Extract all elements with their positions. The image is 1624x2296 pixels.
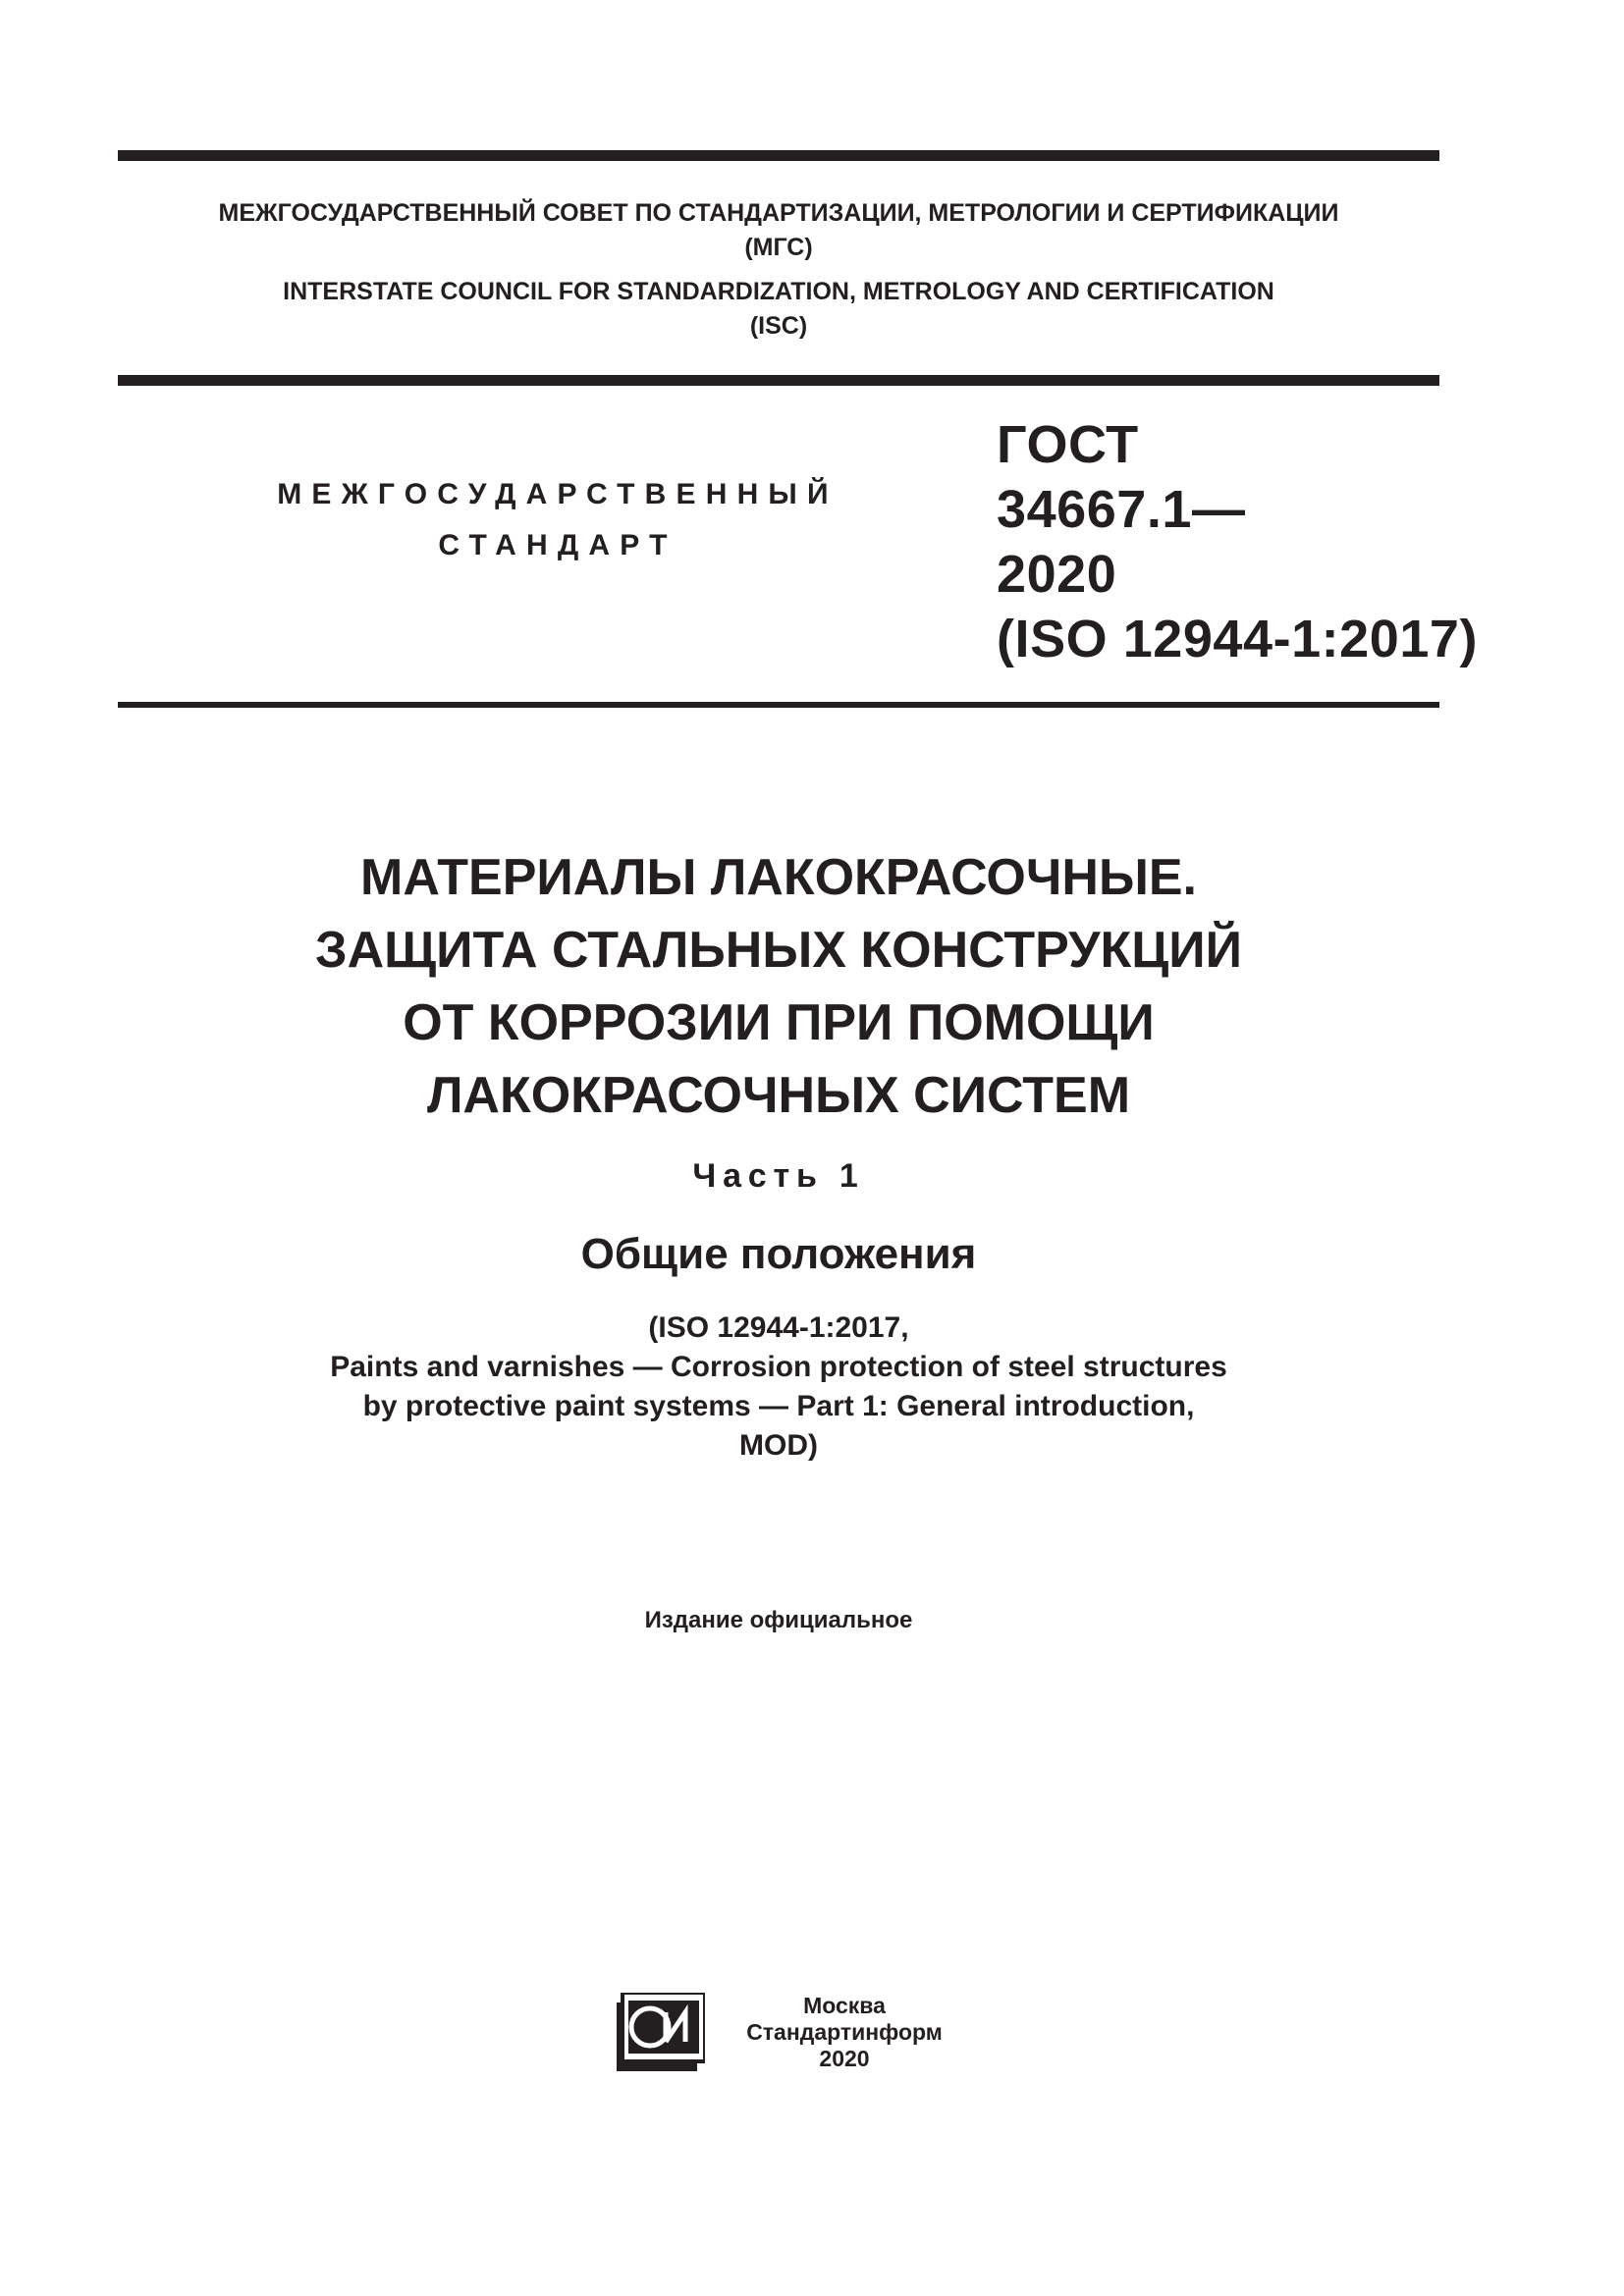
top-rule — [118, 150, 1439, 161]
iso-reference-line4: MOD) — [739, 1429, 818, 1462]
council-abbrev-en: (ISC) — [749, 312, 808, 340]
publisher-block — [727, 1993, 962, 2072]
designation-line2: 34667.1— — [997, 480, 1246, 539]
bottom-rule — [118, 702, 1439, 708]
document-title — [118, 841, 1439, 1132]
title-line4: ЛАКОКРАСОЧНЫХ СИСТЕМ — [426, 1067, 1131, 1124]
standard-type-line1: МЕЖГОСУДАРСТВЕННЫЙ — [277, 478, 839, 510]
edition-note: Издание официальное — [644, 1607, 913, 1633]
iso-reference — [118, 1308, 1439, 1466]
publisher-city: Москва — [803, 1993, 886, 2018]
designation-line3: 2020 — [997, 545, 1117, 604]
council-name-en — [118, 275, 1439, 344]
council-name-en-line: INTERSTATE COUNCIL FOR STANDARDIZATION, METROLOGY AND CERTIFICATION — [283, 278, 1274, 305]
standard-type-line2: СТАНДАРТ — [438, 529, 677, 561]
title-line1: МАТЕРИАЛЫ ЛАКОКРАСОЧНЫЕ. — [360, 849, 1197, 906]
title-line3: ОТ КОРРОЗИИ ПРИ ПОМОЩИ — [403, 994, 1155, 1051]
standard-type-label — [257, 469, 858, 571]
council-abbrev-ru: (МГС) — [744, 234, 813, 261]
iso-reference-line2: Paints and varnishes — Corrosion protection of steel structures — [330, 1351, 1227, 1383]
standartinform-logo-icon — [617, 1993, 705, 2071]
council-name-ru — [118, 196, 1439, 265]
designation-line1: ГОСТ — [997, 415, 1139, 474]
publisher-year: 2020 — [819, 2046, 870, 2071]
title-line2: ЗАЩИТА СТАЛЬНЫХ КОНСТРУКЦИЙ — [315, 922, 1242, 979]
iso-reference-line3: by protective paint systems — Part 1: General introduction, — [362, 1390, 1195, 1422]
standard-designation — [997, 412, 1478, 671]
publisher-name: Стандартинформ — [746, 2019, 943, 2045]
iso-reference-line1: (ISO 12944-1:2017, — [648, 1311, 909, 1344]
part-number: Часть 1 — [692, 1157, 865, 1195]
middle-rule — [118, 375, 1439, 386]
designation-line4: (ISO 12944-1:2017) — [997, 610, 1478, 668]
document-subtitle: Общие положения — [580, 1230, 977, 1278]
council-name-ru-line: МЕЖГОСУДАРСТВЕННЫЙ СОВЕТ ПО СТАНДАРТИЗАЦИИ, МЕТРОЛОГИИ И СЕРТИФИКАЦИИ — [218, 199, 1339, 227]
